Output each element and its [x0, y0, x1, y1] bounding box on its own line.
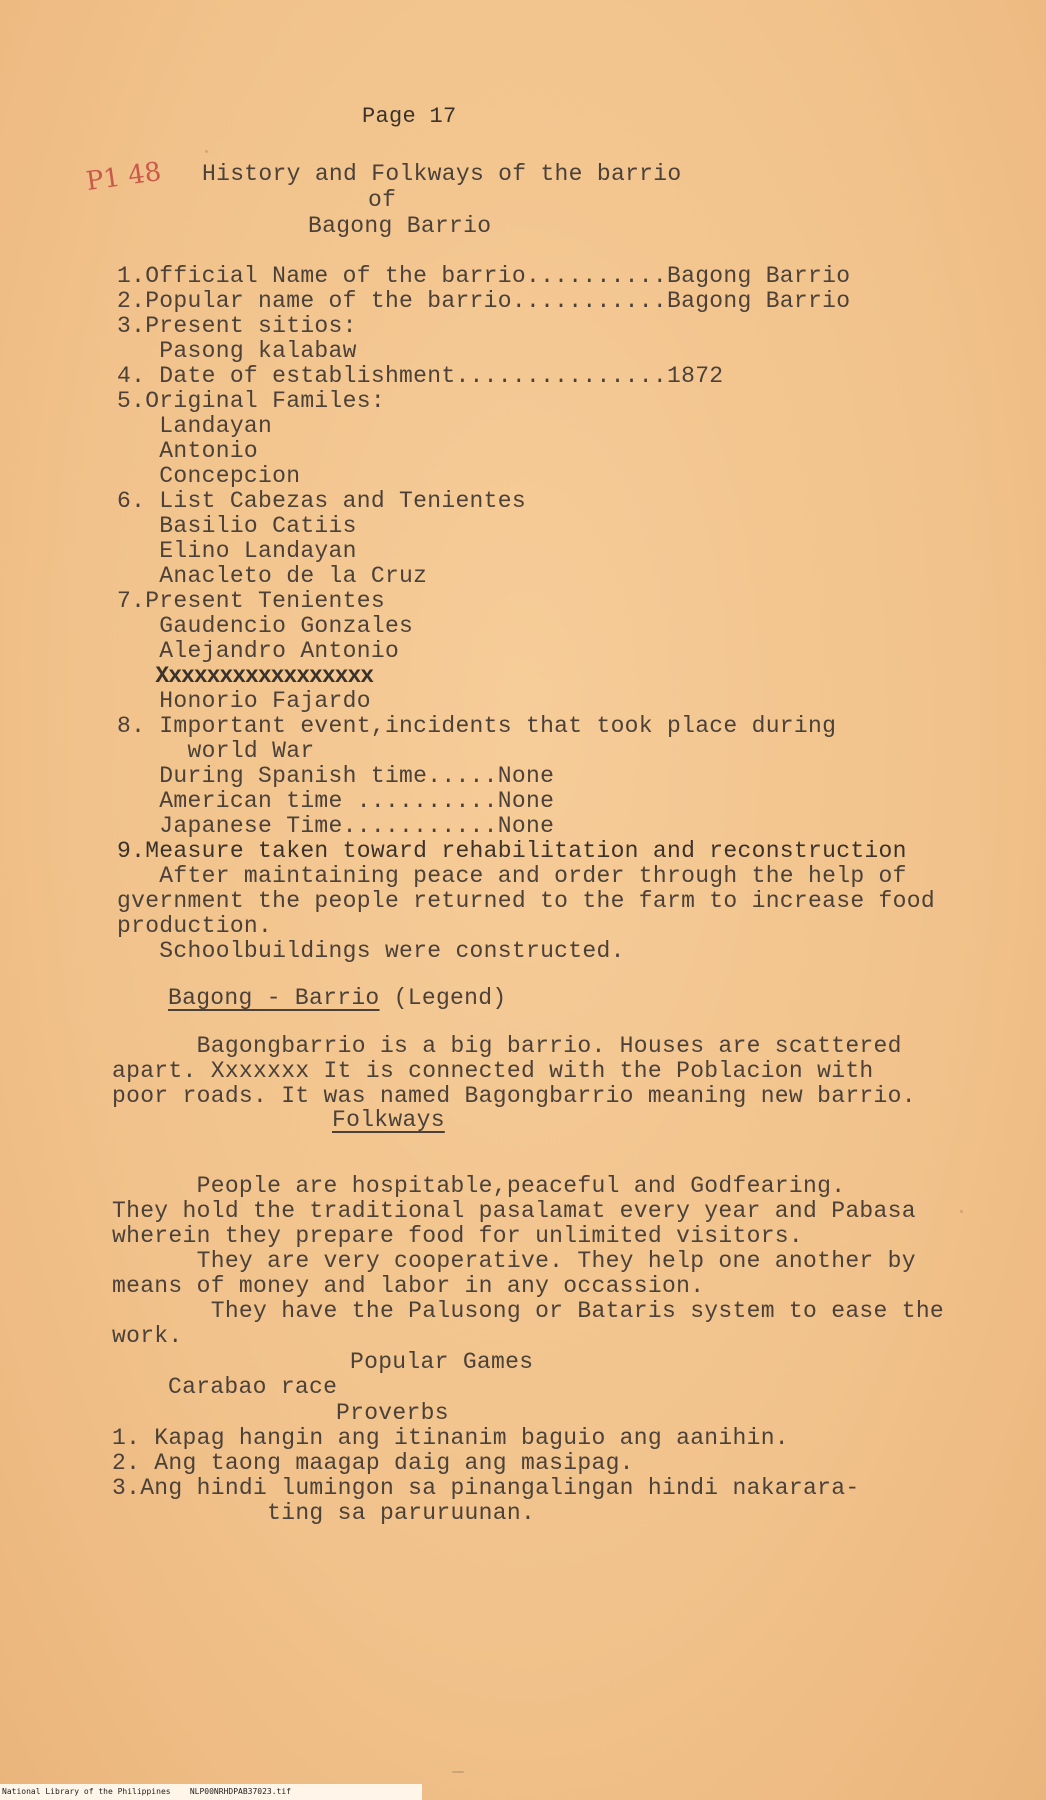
item-line: 2.Popular name of the barrio...........Bagong Barrio	[117, 288, 851, 314]
title-line-1: History and Folkways of the barrio	[202, 161, 682, 187]
item-line: During Spanish time.....None	[117, 763, 555, 789]
item-line: 9.Measure taken toward rehabilitation and reconstruction	[117, 838, 907, 864]
item-line: American time ..........None	[117, 788, 555, 814]
item-line: 6. List Cabezas and Tenientes	[117, 488, 526, 514]
struck-out-name: Xxxxxxxxxxxxxxxxx	[117, 663, 374, 689]
item-line: world War	[117, 738, 315, 764]
item-line: After maintaining peace and order through the help of	[117, 863, 907, 889]
item-line: Elino Landayan	[117, 538, 357, 564]
item-line: 4. Date of establishment...............1872	[117, 363, 724, 389]
proverb-line: ting sa paruruunan.	[112, 1500, 536, 1526]
margin-annotation: P1 48	[84, 156, 164, 198]
title-line-2: of	[368, 187, 397, 213]
folkways-line: They hold the traditional pasalamat every year and Pabasa	[112, 1198, 916, 1224]
folkways-heading: Folkways	[332, 1107, 445, 1133]
archive-footer: National Library of the Philippines NLP00NRHDPAB37023.tif	[0, 1784, 422, 1800]
paper-speck	[452, 1771, 464, 1773]
legend-heading-suffix: (Legend)	[379, 985, 507, 1011]
item-line: Landayan	[117, 413, 273, 439]
item-line: Basilio Catiis	[117, 513, 357, 539]
item-line: gvernment the people returned to the farm to increase food	[117, 888, 935, 914]
title-line-3: Bagong Barrio	[308, 213, 492, 239]
item-line: Concepcion	[117, 463, 301, 489]
folkways-line: They are very cooperative. They help one another by	[112, 1248, 916, 1274]
folkways-line: means of money and labor in any occassion.	[112, 1273, 705, 1299]
legend-line: apart. Xxxxxxx It is connected with the Poblacion with	[112, 1058, 874, 1084]
paper-speck	[960, 1210, 963, 1213]
paper-speck	[205, 150, 208, 153]
item-line: Gaudencio Gonzales	[117, 613, 414, 639]
folkways-line: work.	[112, 1323, 183, 1349]
item-line: 3.Present sitios:	[117, 313, 357, 339]
legend-heading: Bagong - Barrio	[168, 985, 380, 1011]
folkways-line: People are hospitable,peaceful and Godfearing.	[112, 1173, 846, 1199]
folkways-line: wherein they prepare food for unlimited visitors.	[112, 1223, 804, 1249]
proverb-line: 2. Ang taong maagap daig ang masipag.	[112, 1450, 634, 1476]
item-line: Japanese Time...........None	[117, 813, 555, 839]
proverb-line: 3.Ang hindi lumingon sa pinangalingan hindi nakarara-	[112, 1475, 860, 1501]
proverb-line: 1. Kapag hangin ang itinanim baguio ang aanihin.	[112, 1425, 789, 1451]
legend-line: Bagongbarrio is a big barrio. Houses are scattered	[112, 1033, 902, 1059]
folkways-line: They have the Palusong or Bataris system to ease the	[112, 1298, 945, 1324]
item-line: Antonio	[117, 438, 259, 464]
item-line: Anacleto de la Cruz	[117, 563, 428, 589]
item-line: 8. Important event,incidents that took place during	[117, 713, 837, 739]
item-line: Pasong kalabaw	[117, 338, 357, 364]
item-line: Alejandro Antonio	[117, 638, 400, 664]
item-line: 7.Present Tenientes	[117, 588, 385, 614]
item-line: production.	[117, 913, 273, 939]
proverbs-heading: Proverbs	[336, 1400, 449, 1426]
item-line: 5.Original Familes:	[117, 388, 385, 414]
item-line: Schoolbuildings were constructed.	[117, 938, 625, 964]
game-item: Carabao race	[168, 1374, 338, 1400]
legend-line: poor roads. It was named Bagongbarrio meaning new barrio.	[112, 1083, 916, 1109]
item-line: 1.Official Name of the barrio..........Bagong Barrio	[117, 263, 851, 289]
item-line: Honorio Fajardo	[117, 688, 371, 714]
legend-heading-line	[168, 986, 506, 1011]
games-heading: Popular Games	[350, 1349, 534, 1375]
page-number: Page 17	[362, 104, 457, 129]
